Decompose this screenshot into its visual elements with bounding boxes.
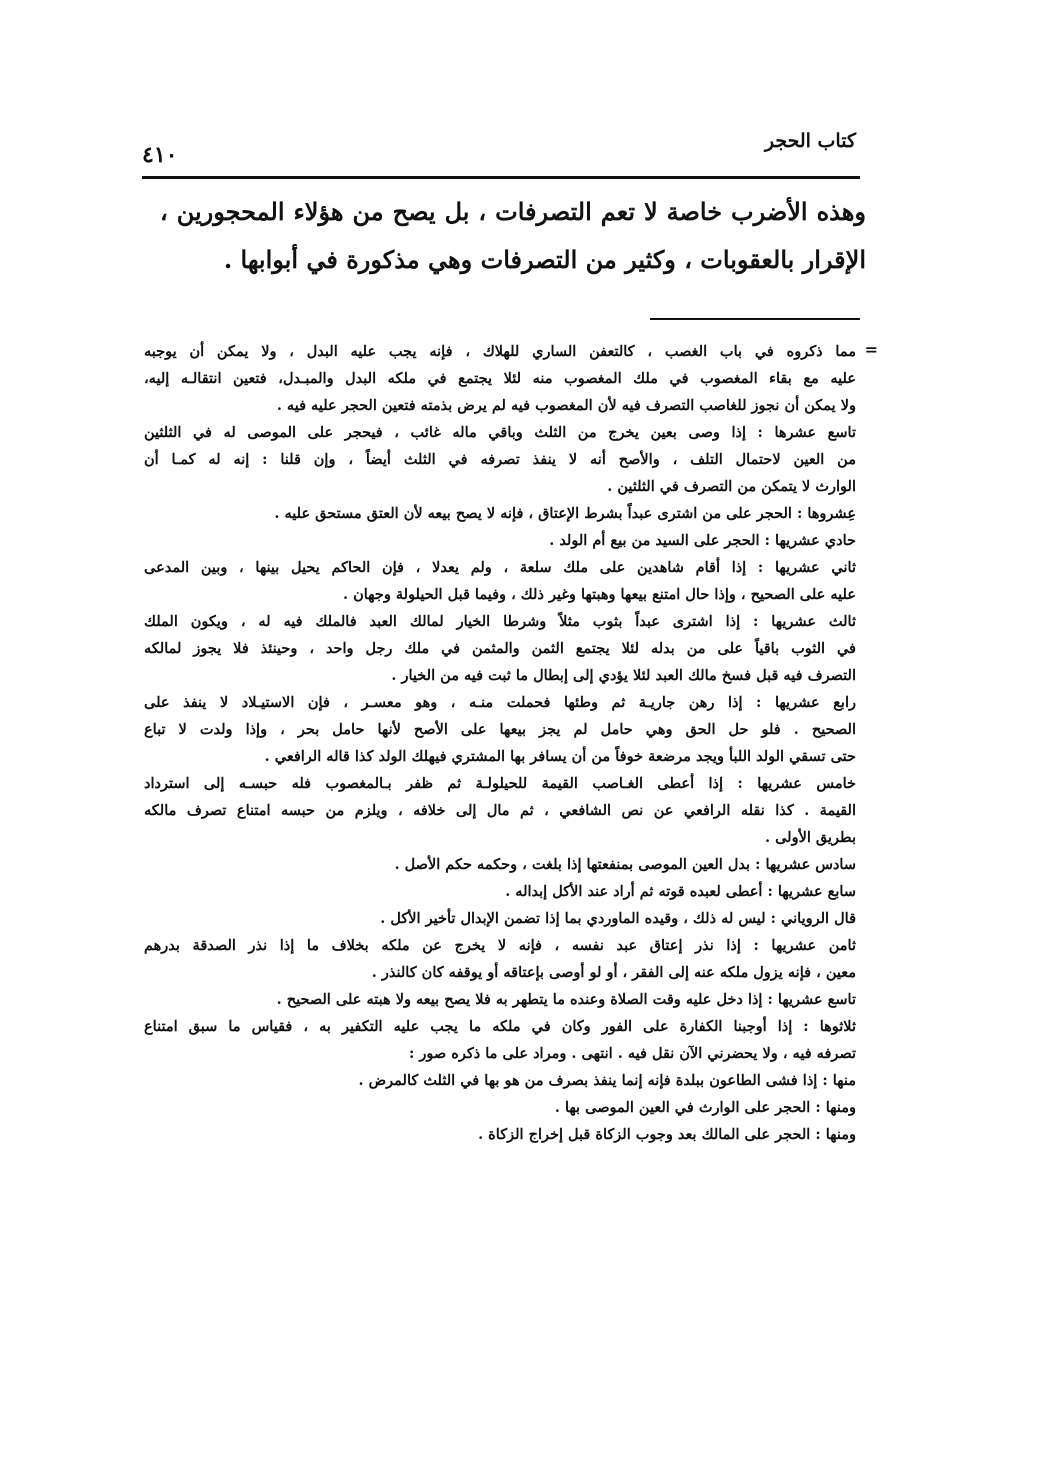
- footnote-line: ومنها : الحجر على الوارث في العين الموصى بها .: [554, 1099, 856, 1116]
- footnote-line: تصرفه فيه ، ولا يحضرني الآن نقل فيه . انتهى . ومراد على ما ذكره صور :: [409, 1045, 856, 1062]
- footnote-line: ثلاثوها : إذا أوجبنا الكفارة على الفور وكان في ملكه ما يجب عليه التكفير به ، فقياس ما سبق امتناع: [144, 1018, 856, 1035]
- footnote-line: عليه مع بقاء المغصوب في ملك المغصوب منه لئلا يجتمع في ملكه البدل والمبـدل، فتعين انتقالـه إليه،: [144, 370, 856, 387]
- footnote-line: ثاني عشريها : إذا أقام شاهدين على ملك سلعة ، ولم يعدلا ، فإن الحاكم يحيل بينها ، وبين المدعى: [144, 559, 856, 576]
- header-rule: [142, 176, 860, 179]
- footnote-line: معين ، فإنه يزول ملكه عنه إلى الفقر ، أو لو أوصى بإعتاقه أو يوقفه كان كالنذر .: [371, 964, 856, 981]
- footnote-line: سادس عشريها : بدل العين الموصى بمنفعتها إذا بلغت ، وحكمه حكم الأصل .: [394, 856, 856, 873]
- footnote-line: الصحيح . فلو حل الحق وهي حامل لم يجز بيعها على الأصح لأنها حامل بحر ، وإذا ولدت لا تباع: [144, 721, 856, 738]
- footnote-line: مما ذكروه في باب الغصب ، كالتعفن الساري للهلاك ، فإنه يجب عليه البدل ، ولا يمكن أن يوجبه: [144, 343, 856, 360]
- footnote-line: عِشروها : الحجر على من اشترى عبداً بشرط الإعتاق ، فإنه لا يصح بيعه لأن العتق مستحق عليه .: [274, 505, 856, 522]
- footnote-line: منها : إذا فشى الطاعون ببلدة فإنه إنما ينفذ بصرف من هو بها في الثلث كالمرض .: [358, 1072, 856, 1089]
- footnote-line: بطريق الأولى .: [764, 829, 856, 846]
- page-number: ٤١٠: [142, 142, 178, 168]
- footnote-lines: [144, 338, 856, 1148]
- footnote-line: القيمة . كذا نقله الرافعي عن نص الشافعي ، ثم مال إلى خلافه ، ويلزم من حبسه امتناع تصرف مالكه: [144, 802, 856, 819]
- footnote-line: من العين لاحتمال التلف ، والأصح أنه لا ينفذ تصرفه في الثلث أيضاً ، وإن قلنا : إنه له كمـا أن: [144, 451, 856, 468]
- footnote-line: ثامن عشريها : إذا نذر إعتاق عبد نفسه ، فإنه لا يخرج عن ملكه بخلاف ما إذا نذر الصدقة بدرهم: [144, 937, 856, 954]
- footnote-line: في الثوب باقياً على من بدله لئلا يجتمع الثمن والمثمن في ملك رجل واحد ، وحينئذ فلا يجوز لمالكه: [144, 640, 856, 657]
- footnote-line: خامس عشريها : إذا أعطى الغـاصب القيمة للحيلولـة ثم ظفر بـالمغصوب فله حبسـه إلى استرداد: [144, 775, 856, 792]
- footnote-line: الوارث لا يتمكن من التصرف في الثلثين .: [607, 478, 856, 495]
- footnote-line: ثالث عشريها : إذا اشترى عبداً بثوب مثلاً وشرطا الخيار لمالك العبد فالملك فيه له ، ويكون الملك: [144, 613, 856, 630]
- main-paragraph: وهذه الأضرب خاصة لا تعم التصرفات ، بل يصح من هؤلاء المحجورين ، الإقرار بالعقوبات ، وكثير من التصرفات وهي مذكورة في أبوابها .: [160, 197, 866, 274]
- footnote-line: عليه على الصحيح ، وإذا حال امتنع بيعها وهبتها وغير ذلك ، وفيما قبل الحيلولة وجهان .: [343, 586, 856, 603]
- page-header: [142, 128, 856, 178]
- footnote-line: التصرف فيه قبل فسخ مالك العبد لئلا يؤدي إلى إبطال ما ثبت فيه من الخيار .: [391, 667, 856, 684]
- footnote-separator: [650, 318, 860, 320]
- footnote-line: رابع عشريها : إذا رهن جاريـة ثم وطئها فحملت منـه ، وهو معسـر ، فإن الاستيـلاد لا ينفذ على: [144, 694, 856, 711]
- footnote-line: حتى تسقي الولد اللبأ ويجد مرضعة خوفاً من أن يسافر بها المشتري فيهلك الولد كذا قاله الرافعي .: [264, 748, 856, 765]
- footnote-line: سابع عشريها : أعطى لعبده قوته ثم أراد عند الأكل إبداله .: [505, 883, 856, 900]
- footnote-line: ولا يمكن أن نجوز للغاصب التصرف فيه لأن المغصوب فيه لم يرض بذمته فتعين الحجر عليه فيه .: [276, 397, 856, 414]
- footnote-continuation-marker: =: [864, 340, 878, 359]
- footnote-line: ومنها : الحجر على المالك بعد وجوب الزكاة قبل إخراج الزكاة .: [478, 1126, 856, 1143]
- main-text: [160, 188, 866, 284]
- footnote-line: تاسع عشرها : إذا وصى بعين يخرج من الثلث وباقي ماله غائب ، فيحجر على الموصى له في الثلثين: [144, 424, 856, 441]
- footnote-area: [144, 338, 878, 1148]
- footnote-line: حادي عشريها : الحجر على السيد من بيع أم الولد .: [549, 532, 856, 549]
- footnote-line: قال الروياني : ليس له ذلك ، وقيده الماوردي بما إذا تضمن الإبدال تأخير الأكل .: [380, 910, 856, 927]
- footnote-line: تاسع عشريها : إذا دخل عليه وقت الصلاة وعنده ما يتطهر به فلا يصح بيعه ولا هبته على الصحيح .: [276, 991, 856, 1008]
- running-title: كتاب الحجر: [764, 130, 856, 152]
